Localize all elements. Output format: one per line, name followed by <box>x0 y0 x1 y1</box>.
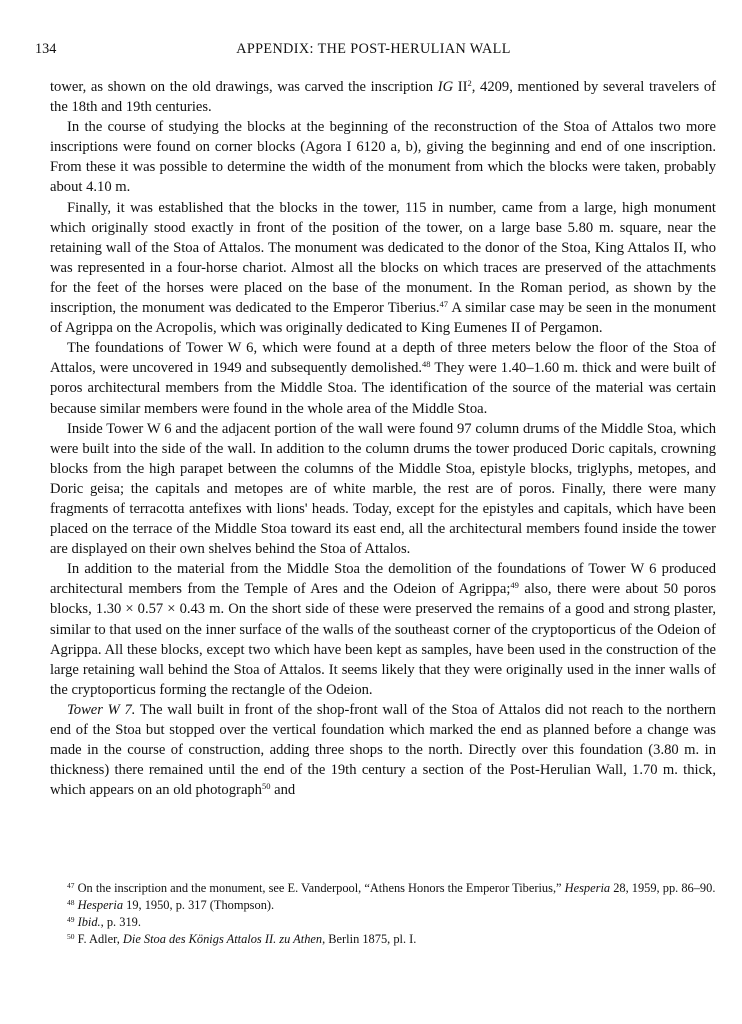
section-heading-tower-w7: Tower W 7. <box>67 701 136 718</box>
footnote-ref-48: 48 <box>422 359 431 370</box>
footnote-ref-49: 49 <box>510 580 519 591</box>
footnote-ref-47: 47 <box>439 299 449 310</box>
footnote-ref-50: 50 <box>261 781 271 792</box>
page-number: 134 <box>35 41 57 57</box>
paragraph-2: In the course of studying the blocks at the beginning of the reconstruction of the Stoa of Attalos two more inscriptions were found on corner blocks (Agora I 6120 a, b), giving the beginning and end of one inscription. From these it was possible to determine the width of the monument from which the blocks were taken, probably about 4.10 m. <box>50 119 716 196</box>
footnote-48: $^{48}$ Hesperia 19, 1950, p. 317 (Thompson). <box>67 898 275 912</box>
paragraph-5: Inside Tower W 6 and the adjacent portion of the wall were found 97 column drums of the Middle Stoa, which were built into the side of the wall. In addition to the column drums the tower produced Doric capitals, crowning blocks from the high parapet between the columns of the Middle Stoa, epistyle blocks, triglyphs, metopes, and Doric geisa; the capitals and metopes are of white marble, the rest are of poros. Finally, there were many fragments of terracotta antefixes with lions' heads. Today, except for the epistyles and capitals, which have been placed on the terrace of the Middle Stoa toward its east end, all the architectural members found inside the tower are displayed on their own shelves behind the Stoa of Attalos. <box>50 420 716 558</box>
footnote-49: $^{49}$ Ibid., p. 319. <box>67 915 141 929</box>
paragraph-6: In addition to the material from the Middle Stoa the demolition of the foundations of Tower W 6 produced architectural members from the Temple of Ares and the Odeion of Agrippa;$^{49}$ also, there were about 50 poros blocks, 1.30 × 0.57 × 0.43 m. On the short side of these were preserved the remains of a good and strong plaster, similar to that used on the inner surface of the walls of the southeast corner of the cryptoporticus of the Odeion of Agrippa. All these blocks, except two which have been kept as samples, have been used in the construction of the large retaining wall behind the Stoa of Attalos. It seems likely that they were originally used in the inner walls of the cryptoporticus forming the rectangle of the Odeion. <box>50 561 717 698</box>
running-head: APPENDIX: THE POST-HERULIAN WALL <box>236 41 511 57</box>
paragraph-4: The foundations of Tower W 6, which were found at a depth of three meters below the floor of the Stoa of Attalos, were uncovered in 1949 and subsequently demolished.$^{48}$ They were 1.40–1.60 m. thick and were built of poros architectural members from the Middle Stoa. The identification of the source of the material was certain because similar members were found in the whole area of the Middle Stoa. <box>50 340 716 417</box>
paragraph-7: Tower W 7. The wall built in front of the shop-front wall of the Stoa of Attalos did not reach to the northern end of the Stoa but stopped over the vertical foundation which marked the end as planned before a change was made in the course of construction, adding three shops to the north. Directly over this foundation (3.80 m. in thickness) there remained until the end of the 19th century a section of the Post-Herulian Wall, 1.70 m. thick, which appears on an old photograph$^{50}$ and <box>50 701 716 799</box>
page-header <box>35 41 712 61</box>
paragraph-3: Finally, it was established that the blocks in the tower, 115 in number, came from a large, high monument which originally stood exactly in front of the position of the tower, on a large base 5.80 m. square, near the retaining wall of the Stoa of Attalos. The monument was dedicated to the donor of the Stoa, King Attalos II, who was represented in a four-horse chariot. Almost all the blocks on which traces are preserved of the attachments for the feet of the horses were placed on the base of the monument. In the Roman period, as shown by the inscription, the monument was dedicated to the Emperor Tiberius.$^{47}$ A similar case may be seen in the monument of Agrippa on the Acropolis, which was originally dedicated to King Eumenes II of Pergamon. <box>50 199 717 337</box>
paragraph-1: tower, as shown on the old drawings, was carved the inscription IG $II^2$, 4209, mentioned by several travelers of the 18th and 19th centuries. <box>50 78 716 116</box>
footnote-50: $^{50}$ F. Adler, Die Stoa des Königs Attalos II. zu Athen, Berlin 1875, pl. I. <box>67 932 417 946</box>
footnotes <box>50 880 716 948</box>
body-text <box>50 77 716 800</box>
footnote-47: $^{47}$ On the inscription and the monument, see E. Vanderpool, “Athens Honors the Emperor Tiberius,” Hesperia 28, 1959, pp. 86–90. <box>67 881 716 895</box>
